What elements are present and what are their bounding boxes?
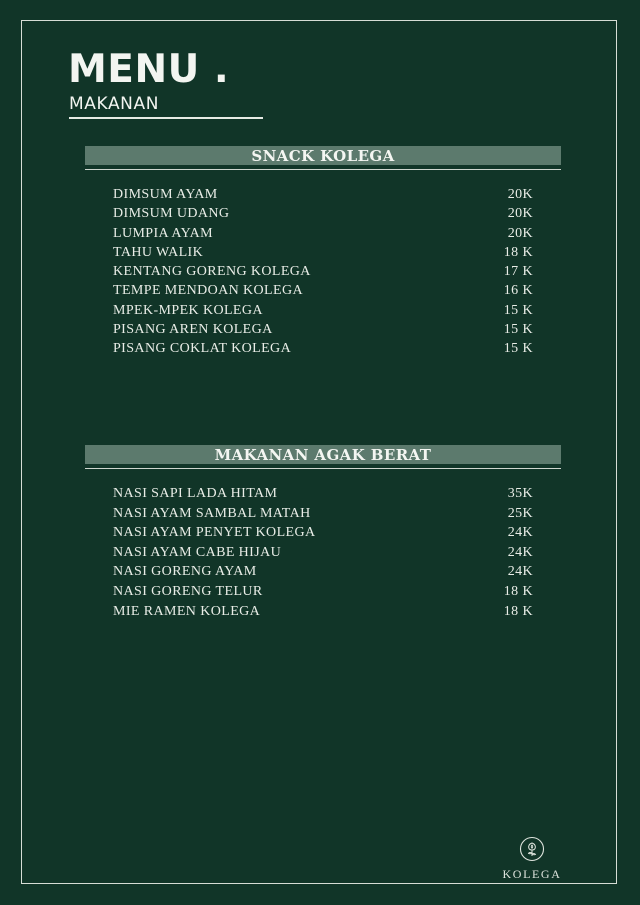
menu-title: MENU . [68, 47, 230, 92]
section-divider-snack [85, 169, 561, 170]
item-price: 15 K [503, 341, 533, 357]
item-name: PISANG COKLAT KOLEGA [113, 341, 292, 357]
item-name: NASI GORENG TELUR [113, 583, 263, 599]
item-price: 18 K [503, 583, 533, 599]
menu-item [113, 320, 533, 339]
item-name: TAHU WALIK [113, 244, 204, 260]
item-name: TEMPE MENDOAN KOLEGA [113, 283, 303, 299]
item-price: 24K [507, 544, 533, 560]
item-name: DIMSUM AYAM [113, 187, 218, 202]
menu-item [113, 185, 533, 204]
section-divider-berat [85, 468, 561, 469]
item-name: MIE RAMEN KOLEGA [113, 603, 261, 619]
menu-item [113, 339, 533, 358]
item-price: 24K [507, 564, 533, 580]
item-price: 24K [507, 525, 533, 541]
item-price: 18 K [503, 244, 533, 260]
item-name: NASI SAPI LADA HITAM [113, 486, 278, 501]
rose-icon [519, 836, 545, 862]
menu-item [113, 301, 533, 320]
item-price: 35K [507, 486, 533, 501]
item-name: MPEK-MPEK KOLEGA [113, 302, 263, 318]
logo-text: KOLEGA [502, 867, 562, 881]
item-name: DIMSUM UDANG [113, 206, 230, 222]
item-price: 15 K [503, 302, 533, 318]
menu-subtitle: MAKANAN [69, 94, 160, 114]
berat-item-list [113, 484, 533, 621]
menu-item [113, 582, 533, 602]
subtitle-underline [69, 117, 263, 119]
item-price: 20K [507, 206, 533, 222]
item-price: 18 K [503, 603, 533, 619]
menu-item [113, 243, 533, 262]
menu-item [113, 543, 533, 563]
menu-item [113, 224, 533, 243]
menu-item [113, 281, 533, 300]
menu-item [113, 204, 533, 223]
menu-item [113, 262, 533, 281]
item-name: NASI AYAM CABE HIJAU [113, 544, 282, 560]
item-name: LUMPIA AYAM [113, 225, 213, 241]
menu-item [113, 504, 533, 524]
item-name: KENTANG GORENG KOLEGA [113, 264, 311, 280]
menu-item [113, 562, 533, 582]
item-price: 16 K [503, 283, 533, 299]
menu-item [113, 602, 533, 622]
kolega-logo [492, 836, 572, 882]
item-name: NASI GORENG AYAM [113, 564, 257, 580]
section-title-berat: MAKANAN AGAK BERAT [214, 446, 432, 464]
item-name: NASI AYAM SAMBAL MATAH [113, 505, 311, 521]
section-title-snack: SNACK KOLEGA [251, 147, 395, 165]
item-price: 20K [507, 225, 533, 241]
item-price: 15 K [503, 322, 533, 338]
menu-item [113, 523, 533, 543]
snack-item-list [113, 185, 533, 359]
item-price: 17 K [503, 264, 533, 280]
menu-item [113, 484, 533, 504]
item-price: 25K [507, 505, 533, 521]
item-name: NASI AYAM PENYET KOLEGA [113, 525, 316, 541]
item-name: PISANG AREN KOLEGA [113, 322, 273, 338]
item-price: 20K [507, 187, 533, 202]
